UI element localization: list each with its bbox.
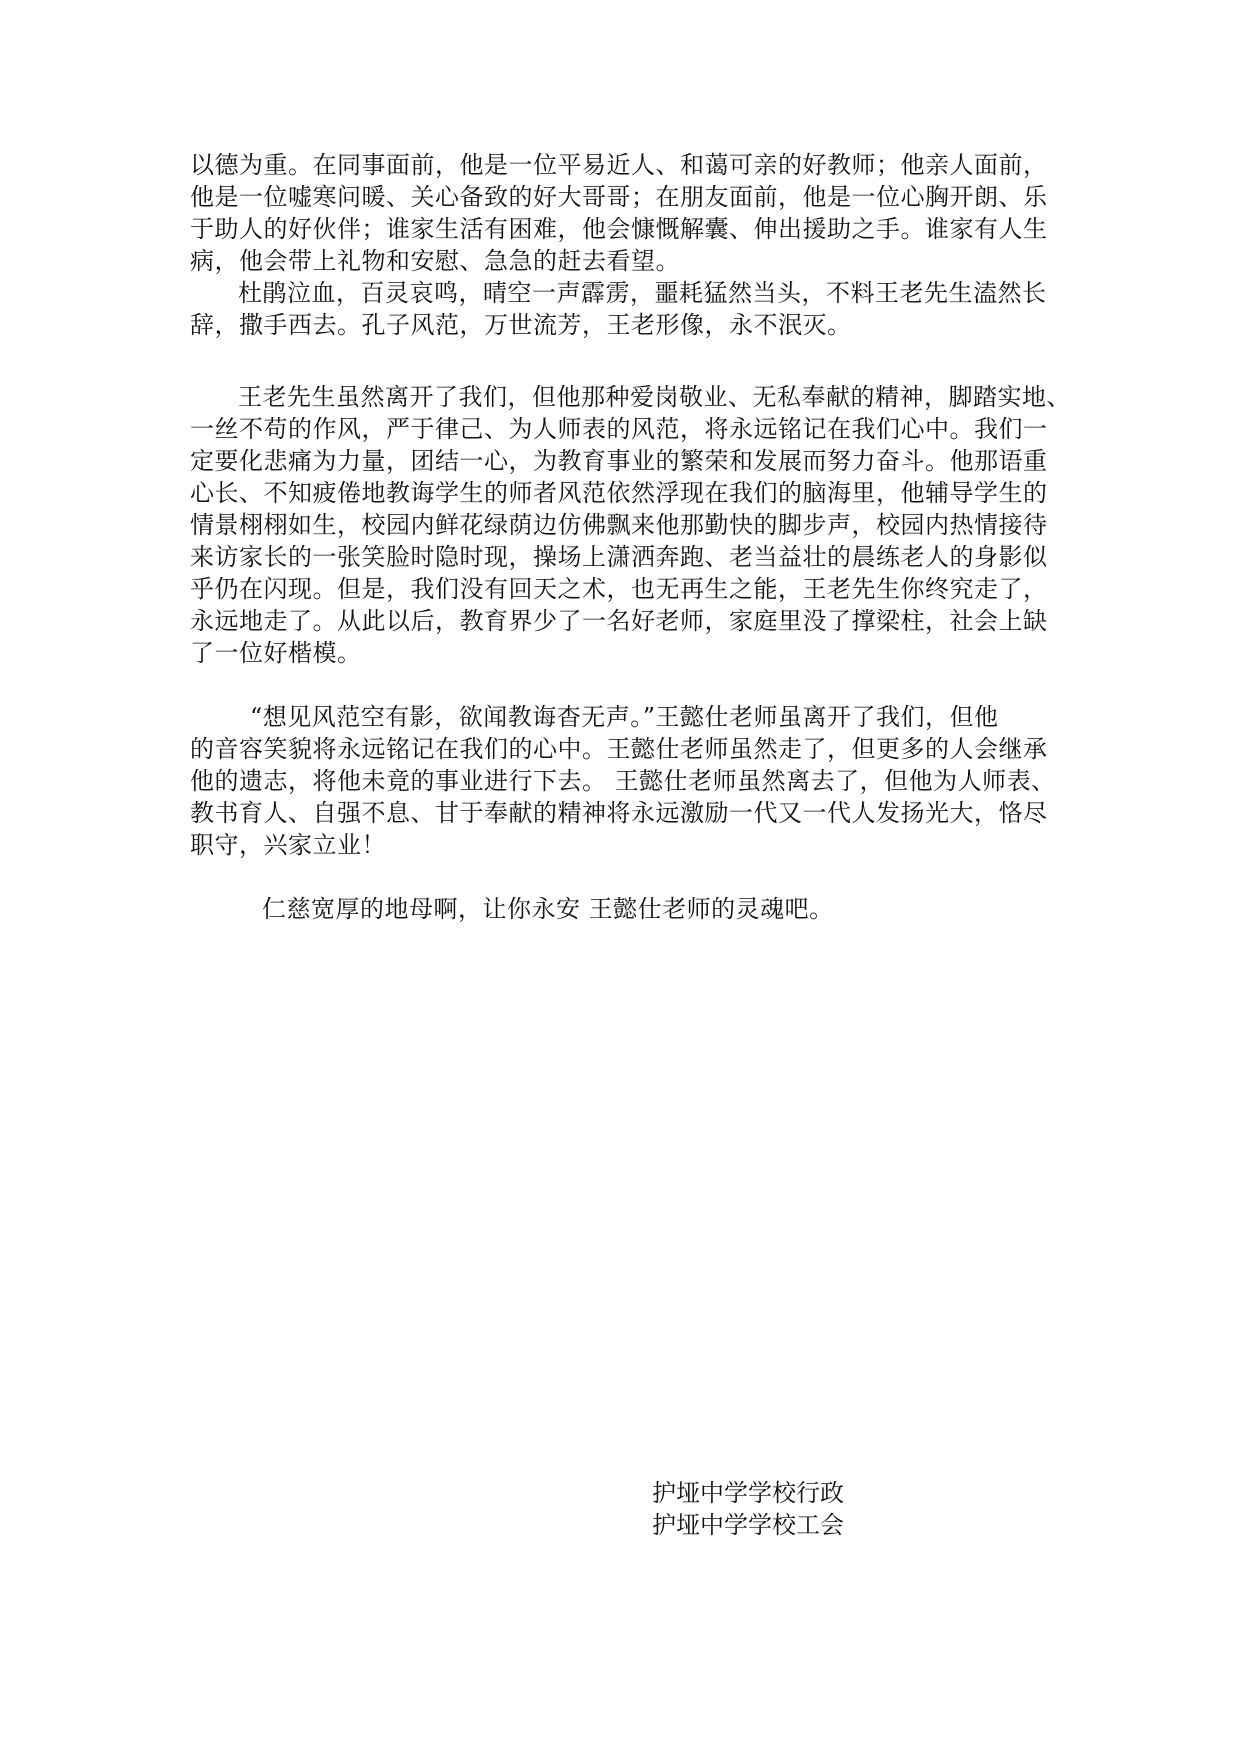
- paragraph-3-line-7: 乎仍在闪现。但是，我们没有回天之术，也无再生之能，王老先生你终究走了，: [190, 575, 1048, 603]
- paragraph-1-line-3: 于助人的好伙伴；谁家生活有困难，他会慷慨解囊、伸出援助之手。谁家有人生: [190, 215, 1048, 243]
- paragraph-1-line-1: 以德为重。在同事面前，他是一位平易近人、和蔼可亲的好教师；他亲人面前，: [190, 151, 1048, 179]
- paragraph-3-line-3: 定要化悲痛为力量，团结一心，为教育事业的繁荣和发展而努力奋斗。他那语重: [190, 447, 1048, 475]
- signature-line-2: 护垭中学学校工会: [652, 1511, 844, 1539]
- paragraph-3-line-9: 了一位好楷模。: [190, 639, 362, 667]
- paragraph-5-line-1: 仁慈宽厚的地母啊，让你永安 王懿仕老师的灵魂吧。: [262, 895, 834, 923]
- paragraph-2-line-1: 杜鹃泣血，百灵哀鸣，晴空一声霹雳，噩耗猛然当头，不料王老先生溘然长: [238, 279, 1047, 307]
- paragraph-1-line-2: 他是一位嘘寒问暖、关心备致的好大哥哥；在朋友面前，他是一位心胸开朗、乐: [190, 183, 1048, 211]
- paragraph-3-line-4: 心长、不知疲倦地教诲学生的师者风范依然浮现在我们的脑海里，他辅导学生的: [190, 479, 1048, 507]
- paragraph-4-line-3: 他的遗志，将他未竟的事业进行下去。 王懿仕老师虽然离去了，但他为人师表、: [190, 767, 1056, 795]
- signature-line-1: 护垭中学学校行政: [652, 1479, 844, 1507]
- paragraph-3-line-2: 一丝不苟的作风，严于律己、为人师表的风范，将永远铭记在我们心中。我们一: [190, 415, 1048, 443]
- paragraph-2-line-2: 辞，撒手西去。孔子风范，万世流芳，王老形像，永不泯灭。: [190, 311, 852, 339]
- paragraph-1-line-4: 病，他会带上礼物和安慰、急急的赶去看望。: [190, 247, 680, 275]
- paragraph-4-line-4: 教书育人、自强不息、甘于奉献的精神将永远激励一代又一代人发扬光大，恪尽: [190, 799, 1048, 827]
- paragraph-4-line-1: “想见风范空有影，欲闻教诲杳无声。”王懿仕老师虽离开了我们，但他: [250, 703, 999, 731]
- paragraph-3-line-8: 永远地走了。从此以后，教育界少了一名好老师，家庭里没了撑梁柱，社会上缺: [190, 607, 1048, 635]
- paragraph-3-line-5: 情景栩栩如生，校园内鲜花绿荫边仿佛飘来他那勤快的脚步声，校园内热情接待: [190, 511, 1048, 539]
- paragraph-3-line-6: 来访家长的一张笑脸时隐时现，操场上潇洒奔跑、老当益壮的晨练老人的身影似: [190, 543, 1048, 571]
- paragraph-4-line-2: 的音容笑貌将永远铭记在我们的心中。王懿仕老师虽然走了，但更多的人会继承: [190, 735, 1048, 763]
- paragraph-3-line-1: 王老先生虽然离开了我们，但他那种爱岗敬业、无私奉献的精神，脚踏实地、: [238, 383, 1071, 411]
- paragraph-4-line-5: 职守，兴家立业！: [190, 831, 386, 859]
